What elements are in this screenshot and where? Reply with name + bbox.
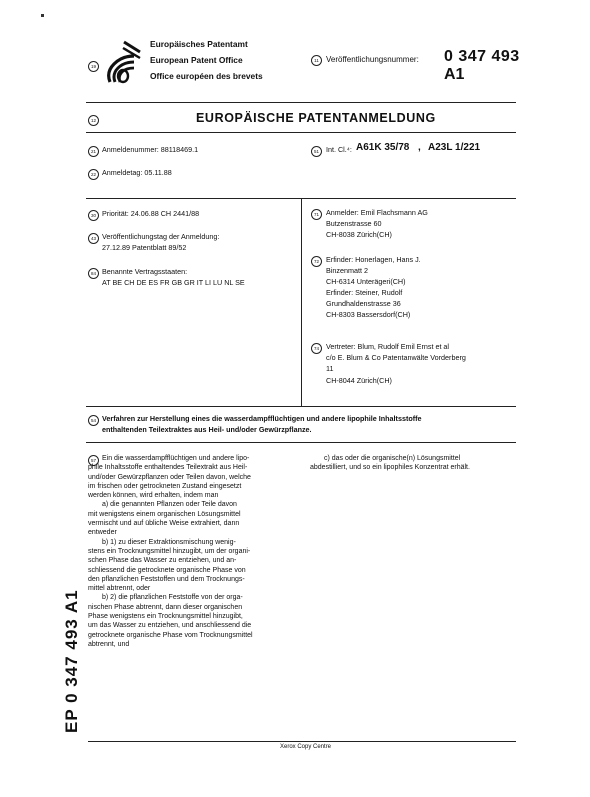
- office-name-de: Europäisches Patentamt: [150, 39, 248, 49]
- filing-date: Anmeldetag: 05.11.88: [102, 168, 172, 177]
- abstract-right-column: [310, 454, 516, 473]
- abstract-line: nischen Phase abtrennt, dann dieser organischen: [88, 603, 243, 611]
- abstract-line: mittel abtrennt, oder: [88, 585, 151, 593]
- applicant-line-2: Butzenstrasse 60: [326, 219, 382, 228]
- office-name-fr: Office européen des brevets: [150, 71, 263, 81]
- abstract-line: getrocknete organische Phase vom Trocknungsmittel: [88, 631, 253, 639]
- rule-above-title: [86, 406, 516, 407]
- ref-72: 72: [311, 256, 322, 267]
- ref-54: 54: [88, 415, 99, 426]
- footer-text: Xerox Copy Centre: [280, 744, 332, 750]
- abstract-line: b) 2) die pflanzlichen Feststoffe von der orga-: [102, 594, 243, 602]
- abstract-line: abtrennt, und: [88, 640, 130, 648]
- abstract-line: um das Wasser zu entziehen, und anschliessend die: [88, 622, 252, 630]
- ref-71: 71: [311, 209, 322, 220]
- abstract-line: Ein die wasserdampfflüchtigen und andere lipo-: [102, 455, 250, 462]
- publication-number: 0 347 493: [444, 48, 520, 65]
- document-title: EUROPÄISCHE PATENTANMELDUNG: [196, 111, 436, 125]
- ipc-class-2: A23L 1/221: [428, 142, 481, 153]
- representative-line-1: Vertreter: Blum, Rudolf Emil Ernst et al: [326, 342, 450, 351]
- corner-mark: [41, 14, 44, 17]
- ref-51: 51: [311, 146, 322, 157]
- abstract-line: und/oder Gewürzpflanzen oder Teilen davon, welche: [88, 473, 251, 481]
- inventor-line-5: Grundhaldenstrasse 36: [326, 299, 401, 308]
- rule-under-title: [86, 132, 516, 133]
- abstract-line: stens ein Trocknungsmittel hinzugibt, um der organi-: [88, 547, 251, 555]
- invention-title-line-1: Verfahren zur Herstellung eines die wasserdampfflüchtigen und andere lipophile Inhaltsstoffe: [102, 414, 422, 423]
- abstract-line: abdestilliert, und so ein lipophiles Konzentrat erhält.: [310, 464, 470, 472]
- side-publication-number: EP 0 347 493 A1: [62, 589, 81, 733]
- abstract-line: im frischen oder getrockneten Zustand eingesetzt: [88, 482, 242, 490]
- abstract-line: Phase wenigstens ein Trocknungsmittel hinzugibt,: [88, 613, 243, 621]
- abstract-line: werden können, wird erhalten, indem man: [88, 492, 219, 500]
- application-number: Anmeldenummer: 88118469.1: [102, 145, 199, 154]
- inventor-line-4: Erfinder: Steiner, Rudolf: [326, 288, 403, 297]
- abstract-line: b) 1) zu dieser Extraktionsmischung wenig-: [102, 538, 236, 546]
- abstract-line: schliessend die getrocknete organische Phase von: [88, 566, 246, 574]
- abstract-line: mit wenigstens einem organischen Lösungsmittel: [88, 510, 241, 518]
- column-divider: [301, 198, 302, 406]
- publication-kind: A1: [444, 66, 465, 83]
- ref-19: 19: [88, 61, 99, 72]
- publication-date-value: 27.12.89 Patentblatt 89/52: [102, 243, 187, 252]
- ipc-class-1: A61K 35/78: [356, 142, 410, 153]
- abstract-left-column: [88, 454, 292, 649]
- representative-line-4: CH-8044 Zürich(CH): [326, 376, 392, 385]
- ref-74: 74: [311, 343, 322, 354]
- priority: Priorität: 24.06.88 CH 2441/88: [102, 209, 200, 218]
- inventor-line-6: CH-8303 Bassersdorf(CH): [326, 310, 411, 319]
- abstract-line: phile Inhaltsstoffe enthaltendes Teilextrakt aus Heil-: [88, 464, 248, 472]
- abstract-line: entweder: [88, 529, 117, 537]
- rule-above-abstract: [86, 442, 516, 443]
- publication-number-label: Veröffentlichungsnummer:: [326, 55, 419, 64]
- representative-line-2: c/o E. Blum & Co Patentanwälte Vorderberg: [326, 353, 466, 362]
- ref-12: 12: [88, 115, 99, 126]
- abstract-line: a) die genannten Pflanzen oder Teile davon: [102, 501, 237, 509]
- ref-84: 84: [88, 268, 99, 279]
- applicant-line-1: Anmelder: Emil Flachsmann AG: [326, 208, 428, 217]
- ipc-separator: ,: [418, 142, 421, 153]
- inventor-line-3: CH-6314 Unterägeri(CH): [326, 277, 406, 286]
- office-name-en: European Patent Office: [150, 55, 243, 65]
- ref-22: 22: [88, 169, 99, 180]
- rule-top: [86, 102, 516, 103]
- abstract-line: vermischt und auf übliche Weise extrahiert, dann: [88, 520, 240, 528]
- designated-states-label: Benannte Vertragsstaaten:: [102, 267, 188, 276]
- publication-date-label: Veröffentlichungstag der Anmeldung:: [102, 232, 220, 241]
- ref-11: 11: [311, 55, 322, 66]
- applicant-line-3: CH-8038 Zürich(CH): [326, 230, 392, 239]
- invention-title-line-2: enthaltenden Teilextraktes aus Heil- und/oder Gewürzpflanze.: [102, 425, 312, 434]
- ref-30: 30: [88, 210, 99, 221]
- abstract-line: c) das oder die organische(n) Lösungsmittel: [324, 455, 461, 462]
- representative-line-3: 11: [326, 364, 334, 373]
- ref-43: 43: [88, 233, 99, 244]
- designated-states: AT BE CH DE ES FR GB GR IT LI LU NL SE: [102, 278, 245, 287]
- footer-rule: [88, 741, 516, 742]
- ipc-label: Int. Cl.⁴:: [326, 145, 352, 154]
- abstract-line: den pflanzlichen Feststoffen und dem Trocknungs-: [88, 575, 245, 583]
- epo-logo-icon: [104, 38, 144, 84]
- abstract-line: schen Phase das Wasser zu entziehen, und an-: [88, 557, 237, 565]
- inventor-line-2: Binzenmatt 2: [326, 266, 368, 275]
- ref-21: 21: [88, 146, 99, 157]
- ref-57: 57: [88, 455, 99, 466]
- inventor-line-1: Erfinder: Honerlagen, Hans J.: [326, 255, 421, 264]
